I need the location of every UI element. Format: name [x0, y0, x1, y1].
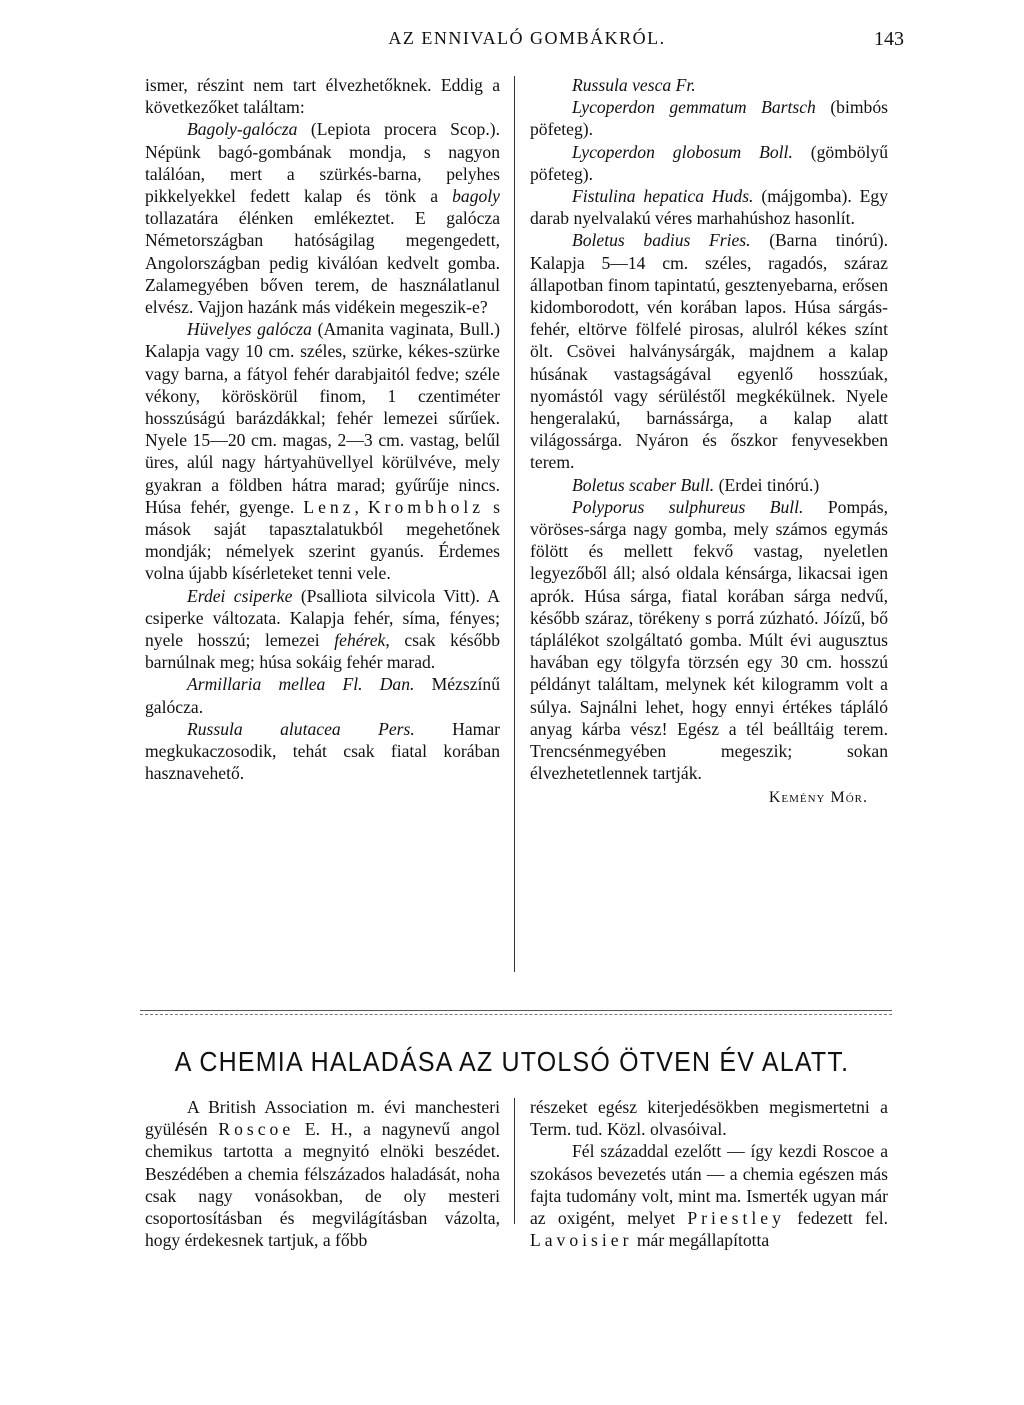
text-run: ismer, részint nem tart élvezhetőknek. Eddig a következőket találtam:	[145, 75, 500, 118]
text-run: tollazatára élénken emlékeztet. E galócza Németországban hatóságilag megengedett, Angolországban pedig kiválóan kedvelt gomba. Zalamegyében bőven terem, de használatlanul elvész. Vajjon hazánk más vidékein megeszik-e?	[145, 208, 500, 318]
italic-text: Russula alutacea Pers.	[187, 718, 415, 739]
text-run: A British Association m. évi manchesteri gyülésén	[145, 1097, 500, 1140]
paragraph	[530, 496, 888, 785]
paragraph	[530, 141, 888, 185]
page-number: 143	[874, 28, 904, 50]
section-title: A CHEMIA HALADÁSA AZ UTOLSÓ ÖTVEN ÉV ALATT.	[174, 1046, 850, 1078]
paragraph	[530, 1140, 888, 1251]
text-run: (gömbölyű pöfeteg).	[530, 141, 888, 184]
right-column-top-text	[530, 74, 888, 785]
left-column-top	[145, 74, 500, 785]
italic-text: Boletus badius Fries.	[572, 230, 751, 251]
spaced-name: Roscoe	[218, 1119, 295, 1140]
paragraph	[530, 1096, 888, 1140]
text-run: fedezett fel.	[784, 1208, 888, 1229]
page-header	[0, 28, 1024, 58]
right-column-top	[530, 74, 888, 809]
spaced-name: Krombholz	[367, 496, 485, 517]
italic-text: bagoly	[452, 186, 500, 207]
italic-text: Erdei csiperke	[187, 585, 293, 606]
italic-text: Lycoperdon gemmatum Bartsch	[572, 97, 816, 118]
paragraph	[145, 118, 500, 318]
text-run: (Psalliota silvicola Vitt). A csiperke változata. Kalapja fehér, síma, fényes; nyele hosszú; lemezei	[145, 585, 500, 651]
paragraph	[530, 474, 888, 496]
text-run: részeket egész kiterjedésökben megismertetni a Term. tud. Közl. olvasóival.	[530, 1097, 888, 1140]
text-run: (Amanita vaginata, Bull.) Kalapja vagy 10 cm. széles, szürke, kékes-szürke vagy barna, a fátyol fehér darabjaitól fedve; széle vékony, köröskörül finom, 1 czentiméter hosszúságú barázdákkal; fehér lemezei sűrűek. Nyele 15—20 cm. magas, 2—3 cm. vastag, belűl üres, alúl nagy hártyahüvellyel körülvéve, mely gyakran a földben hátra marad; gyűrűje nincs. Húsa fehér, gyenge.	[145, 319, 500, 517]
running-title: AZ ENNIVALÓ GOMBÁKRÓL.	[388, 28, 666, 48]
text-run: , csak később barnúlnak meg; húsa sokáig fehér marad.	[145, 630, 500, 673]
left-column-bottom	[145, 1096, 500, 1251]
spaced-name: Lavoisier	[530, 1230, 633, 1251]
author-signature: Kemény Mór.	[768, 788, 868, 806]
paragraph	[145, 585, 500, 674]
text-run: ,	[354, 496, 368, 517]
right-column-bottom	[530, 1096, 888, 1251]
paragraph	[145, 718, 500, 785]
paragraph	[530, 185, 888, 229]
column-divider-top	[514, 76, 515, 972]
text-run: (Erdei tinórú.)	[714, 474, 820, 495]
text-run: Hamar megkukaczosodik, tehát csak fiatal korában hasznavehető.	[145, 718, 500, 784]
paragraph	[145, 1096, 500, 1251]
text-run: (májgomba). Egy darab nyelvalakú véres marhahúshoz hasonlít.	[530, 186, 888, 229]
text-run: (Barna tinórú). Kalapja 5—14 cm. széles, ragadós, száraz állapotban finom tapintatú, gesztenyebarna, erősen kidomborodott, vén korában lapos. Húsa sárgás-fehér, eltörve fölfelé pirosas, alulról kékes színt ölt. Csövei halványsárgák, majdnem a kalap húsának vastagságával egyenlő hosszúak, nyomástól vagy sérüléstől megkékülnek. Nyele hengeralakú, barnássárga, a kalap alatt világossárga. Nyáron és őszkor fenyvesekben terem.	[530, 230, 889, 473]
paragraph	[145, 74, 500, 118]
text-run: E. H., a nagynevű angol chemikus tartotta a megnyitó elnöki beszédet. Beszédében a chemia félszázados haladását, noha csak nagy vonásokban, de oly mesteri csoportosításban és megvilágításban vázolta, hogy érdekesnek tartjuk, a főbb	[145, 1119, 500, 1251]
text-run: Fél századdal ezelőtt — így kezdi Roscoe a szokásos bevezetés után — a chemia egészen más fajta tudomány volt, mint ma. Ismerték ugyan már az oxigént, melyet	[530, 1141, 888, 1229]
italic-text: Bagoly-galócza	[187, 119, 298, 140]
paragraph	[145, 673, 500, 717]
italic-text: Polyporus sulphureus Bull.	[572, 496, 804, 517]
italic-text: Russula vesca Fr.	[572, 75, 696, 95]
italic-text: Boletus scaber Bull.	[572, 474, 715, 495]
paragraph	[530, 229, 888, 473]
italic-text: fehérek	[334, 630, 386, 651]
paragraph	[530, 74, 888, 96]
section-separator-dashed	[140, 1014, 892, 1015]
italic-text: Lycoperdon globosum Boll.	[572, 141, 793, 162]
text-run: (Lepiota procera Scop.). Népünk bagó-gombának mondja, s nagyon találóan, mert a szürkés-barna, pelyhes pikkelyekkel fedett kalap és tönk a	[145, 119, 500, 207]
text-run: Pompás, vöröses-sárga nagy gomba, mely számos egymás fölött és mellett fekvő vastag, nyeletlen legyezőből áll; alsó oldala kénsárga, likacsai igen aprók. Húsa sárga, fiatal korában sárga nedvű, később száraz, törékeny s porrá zúzható. Jóízű, bő táplálékot szolgáltató gomba. Múlt évi augusztus havában egy tölgyfa törzsén egy 30 cm. hosszú példányt találtam, melynek két kilogramm volt a súlya. Sajnálni lehet, hogy ennyi értékes tápláló anyag kárba vész! Egész a tél beálltáig terem. Trencsénmegyében megeszik; sokan élvezhetetlennek tartják.	[530, 496, 888, 784]
italic-text: Hüvelyes galócza	[187, 319, 312, 340]
text-run: s mások saját tapasztalatukból megehetőnek mondják; némelyek szerint gyanús. Érdemes volna újabb kísérleteket tenni vele.	[145, 496, 501, 584]
spaced-name: Lenz	[303, 496, 355, 517]
text-run: már megállapította	[632, 1230, 770, 1251]
column-divider-bottom	[514, 1098, 515, 1224]
paragraph	[530, 96, 888, 140]
text-run: Mézszínű galócza.	[145, 674, 500, 717]
paragraph	[145, 318, 500, 584]
text-run: (bimbós pöfeteg).	[530, 97, 888, 140]
spaced-name: Priestley	[687, 1208, 785, 1229]
section-separator	[140, 1010, 892, 1011]
italic-text: Fistulina hepatica Huds.	[572, 186, 754, 207]
italic-text: Armillaria mellea Fl. Dan.	[187, 674, 415, 695]
